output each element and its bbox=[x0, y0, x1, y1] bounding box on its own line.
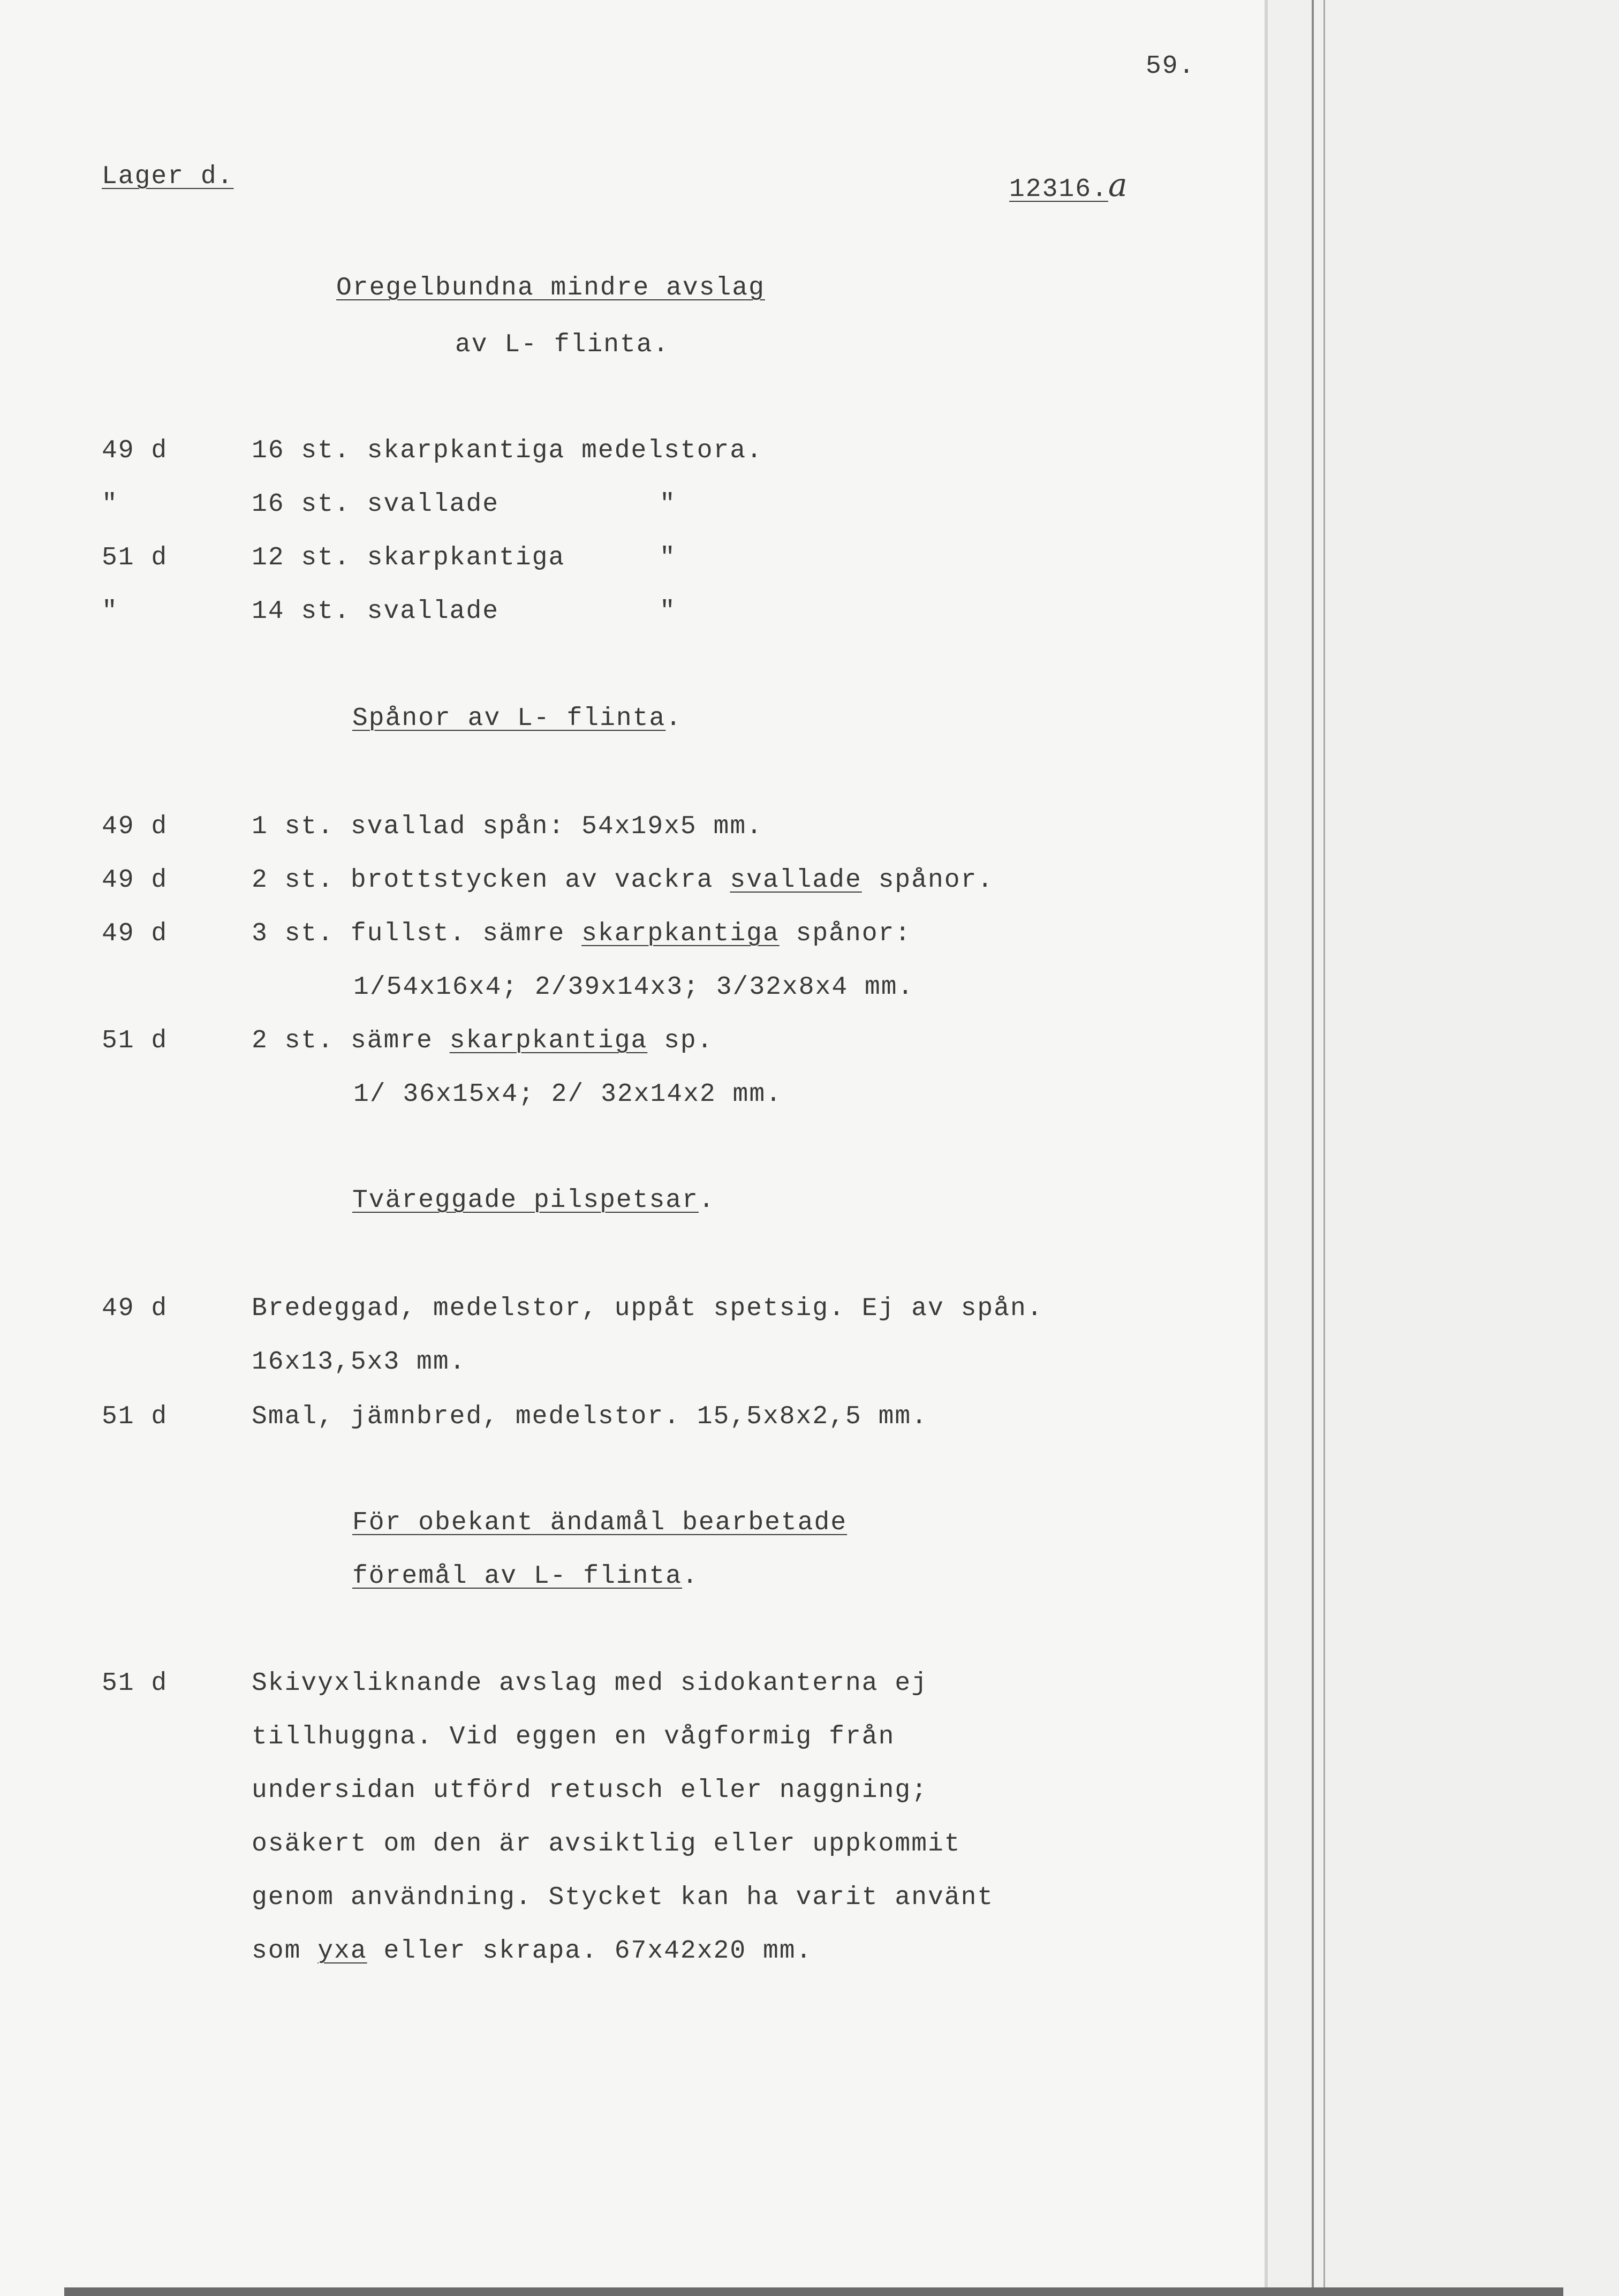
description-line: undersidan utförd retusch eller naggning; bbox=[252, 1776, 928, 1805]
row-text-part: spånor. bbox=[861, 866, 994, 895]
row-location: 49 d bbox=[102, 812, 168, 841]
description-line: genom användning. Stycket kan ha varit använt bbox=[252, 1883, 994, 1912]
section-title-blades-text: Spånor av L- flinta bbox=[352, 704, 666, 733]
row-text-part: eller skrapa. 67x42x20 mm. bbox=[367, 1937, 813, 1966]
ditto-mark: " bbox=[660, 490, 676, 519]
row-location: 51 d bbox=[102, 1669, 168, 1698]
row-location: " bbox=[102, 490, 118, 519]
row-location: 51 d bbox=[102, 543, 168, 572]
catalog-suffix: a bbox=[1108, 167, 1129, 204]
row-text: 12 st. skarpkantiga bbox=[252, 543, 565, 572]
row-text: 14 st. svallade bbox=[252, 597, 500, 626]
scan-gutter bbox=[1268, 0, 1619, 2296]
row-text: 16 st. skarpkantiga medelstora. bbox=[252, 436, 763, 465]
section-title-irregular-flakes: Oregelbundna mindre avslag bbox=[336, 274, 765, 303]
description-line: Skivyxliknande avslag med sidokanterna ej bbox=[252, 1669, 928, 1698]
layer-label: Lager d. bbox=[102, 162, 234, 191]
catalog-number: 12316. bbox=[1009, 175, 1108, 204]
catalog-number-block bbox=[1009, 169, 1129, 202]
row-text-part: som bbox=[252, 1937, 318, 1966]
binding-rule bbox=[1312, 0, 1314, 2296]
title-period: . bbox=[682, 1562, 699, 1591]
scan-bottom-edge bbox=[64, 2287, 1563, 2296]
description-line: tillhuggna. Vid eggen en vågformig från bbox=[252, 1723, 895, 1751]
title-period: . bbox=[698, 1186, 715, 1215]
row-text bbox=[252, 867, 994, 893]
section-title-blades bbox=[352, 706, 682, 731]
row-location: " bbox=[102, 597, 118, 626]
description-line bbox=[252, 1938, 812, 1964]
row-location: 49 d bbox=[102, 436, 168, 465]
row-text-part: spånor: bbox=[779, 919, 912, 948]
row-continuation: 16x13,5x3 mm. bbox=[252, 1348, 466, 1377]
section-subtitle-unknown-purpose bbox=[352, 1564, 699, 1589]
binding-rule-inner bbox=[1323, 0, 1325, 2296]
title-period: . bbox=[665, 704, 683, 733]
section-subtitle-text: föremål av L- flinta bbox=[352, 1562, 683, 1591]
row-text bbox=[252, 921, 911, 947]
row-text: Smal, jämnbred, medelstor. 15,5x8x2,5 mm. bbox=[252, 1402, 928, 1431]
row-text-part: sp. bbox=[647, 1026, 714, 1055]
section-title-unknown-purpose: För obekant ändamål bearbetade bbox=[352, 1508, 848, 1537]
row-text-part: 2 st. sämre bbox=[252, 1026, 450, 1055]
row-text bbox=[252, 1028, 714, 1054]
underlined-term: skarpkantiga bbox=[449, 1026, 648, 1055]
section-title-arrowheads bbox=[352, 1188, 715, 1213]
row-text-part: 3 st. fullst. sämre bbox=[252, 919, 582, 948]
row-location: 51 d bbox=[102, 1026, 168, 1055]
underlined-term: svallade bbox=[730, 866, 862, 895]
row-text: Bredeggad, medelstor, uppåt spetsig. Ej av spån. bbox=[252, 1294, 1043, 1323]
ditto-mark: " bbox=[660, 543, 676, 572]
row-location: 49 d bbox=[102, 866, 168, 895]
row-location: 49 d bbox=[102, 919, 168, 948]
section-title-arrowheads-text: Tväreggade pilspetsar bbox=[352, 1186, 699, 1215]
page-number: 59. bbox=[1146, 52, 1196, 81]
underlined-term: skarpkantiga bbox=[581, 919, 780, 948]
row-text-part: 2 st. brottstycken av vackra bbox=[252, 866, 730, 895]
row-continuation: 1/54x16x4; 2/39x14x3; 3/32x8x4 mm. bbox=[353, 973, 914, 1002]
row-text: 16 st. svallade bbox=[252, 490, 500, 519]
description-line: osäkert om den är avsiktlig eller uppkommit bbox=[252, 1830, 961, 1859]
row-location: 51 d bbox=[102, 1402, 168, 1431]
row-location: 49 d bbox=[102, 1294, 168, 1323]
ditto-mark: " bbox=[660, 597, 676, 626]
underlined-term: yxa bbox=[317, 1937, 367, 1966]
section-subtitle-irregular-flakes: av L- flinta. bbox=[455, 330, 670, 359]
row-text: 1 st. svallad spån: 54x19x5 mm. bbox=[252, 812, 763, 841]
row-continuation: 1/ 36x15x4; 2/ 32x14x2 mm. bbox=[353, 1080, 782, 1109]
